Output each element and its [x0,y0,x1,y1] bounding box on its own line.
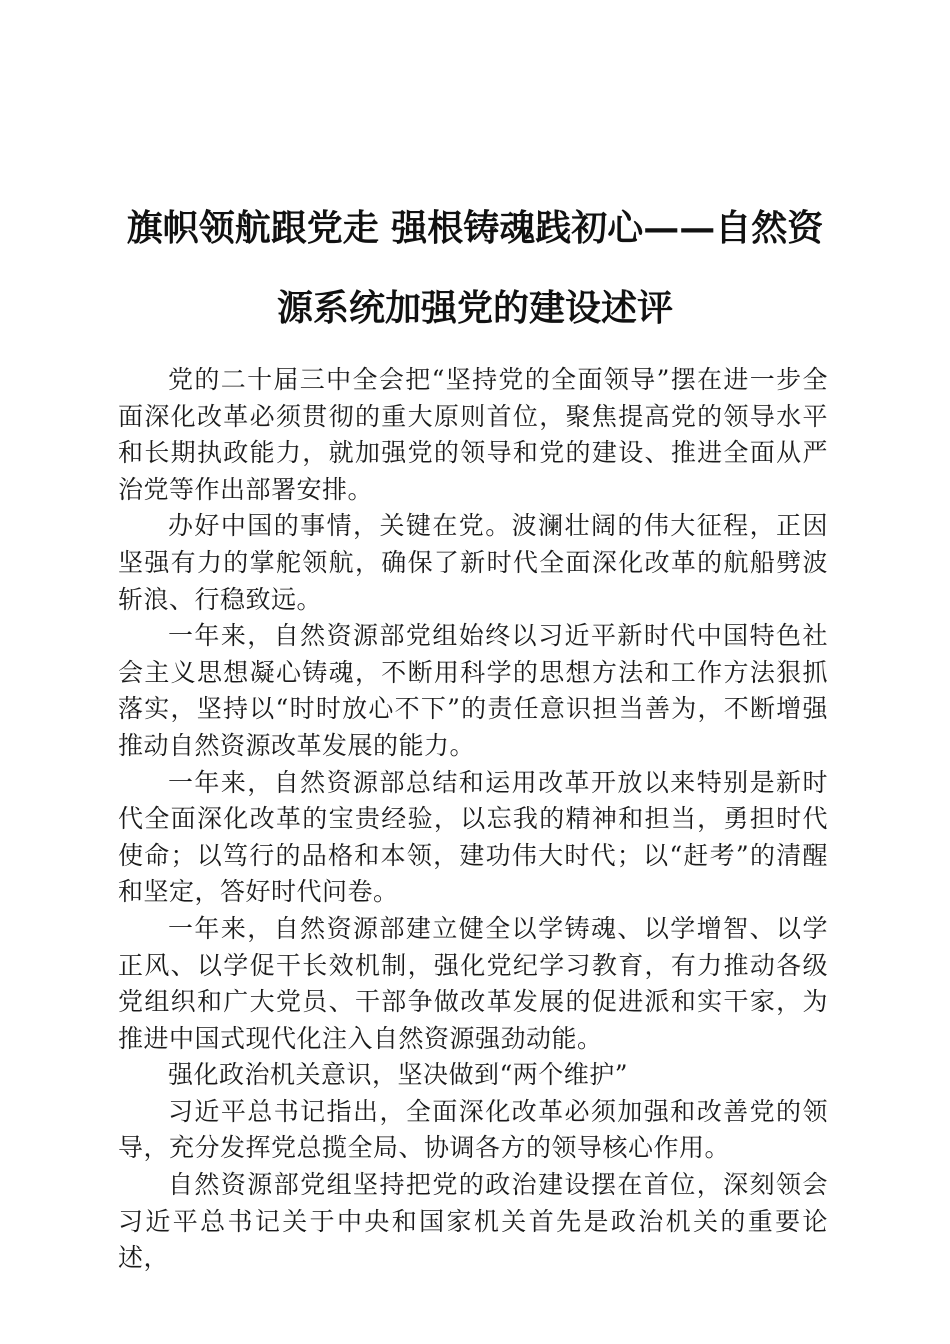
paragraph-6: 习近平总书记指出，全面深化改革必须加强和改善党的领导，充分发挥党总揽全局、协调各方的领导核心作用。 [118,1096,828,1163]
paragraph-3: 一年来，自然资源部党组始终以习近平新时代中国特色社会主义思想凝心铸魂，不断用科学的思想方法和工作方法狠抓落实，坚持以“时时放心不下”的责任意识担当善为，不断增强推动自然资源改革发展的能力。 [118,621,828,760]
paragraph-5: 一年来，自然资源部建立健全以学铸魂、以学增智、以学正风、以学促干长效机制，强化党纪学习教育，有力推动各级党组织和广大党员、干部争做改革发展的促进派和实干家，为推进中国式现代化注入自然资源强劲动能。 [118,913,828,1053]
paragraph-7: 自然资源部党组坚持把党的政治建设摆在首位，深刻领会习近平总书记关于中央和国家机关首先是政治机关的重要论述， [118,1170,828,1273]
paragraph-1: 党的二十届三中全会把“坚持党的全面领导”摆在进一步全面深化改革必须贯彻的重大原则首位，聚焦提高党的领导水平和长期执政能力，就加强党的领导和党的建设、推进全面从严治党等作出部署安排。 [118,365,828,504]
paragraph-2: 办好中国的事情，关键在党。波澜壮阔的伟大征程，正因坚强有力的掌舵领航，确保了新时代全面深化改革的航船劈波斩浪、行稳致远。 [118,511,828,614]
title-line-1: 旗帜领航跟党走 强根铸魂践初心——自然资 [126,207,824,249]
document-title [118,188,832,348]
section-heading: 强化政治机关意识，坚决做到“两个维护” [168,1060,629,1090]
paragraph-4: 一年来，自然资源部总结和运用改革开放以来特别是新时代全面深化改革的宝贵经验，以忘我的精神和担当，勇担时代使命；以笃行的品格和本领，建功伟大时代；以“赶考”的清醒和坚定，答好时代问卷。 [118,767,828,907]
title-line-2: 源系统加强党的建设述评 [276,287,673,329]
document-body [118,362,828,1277]
